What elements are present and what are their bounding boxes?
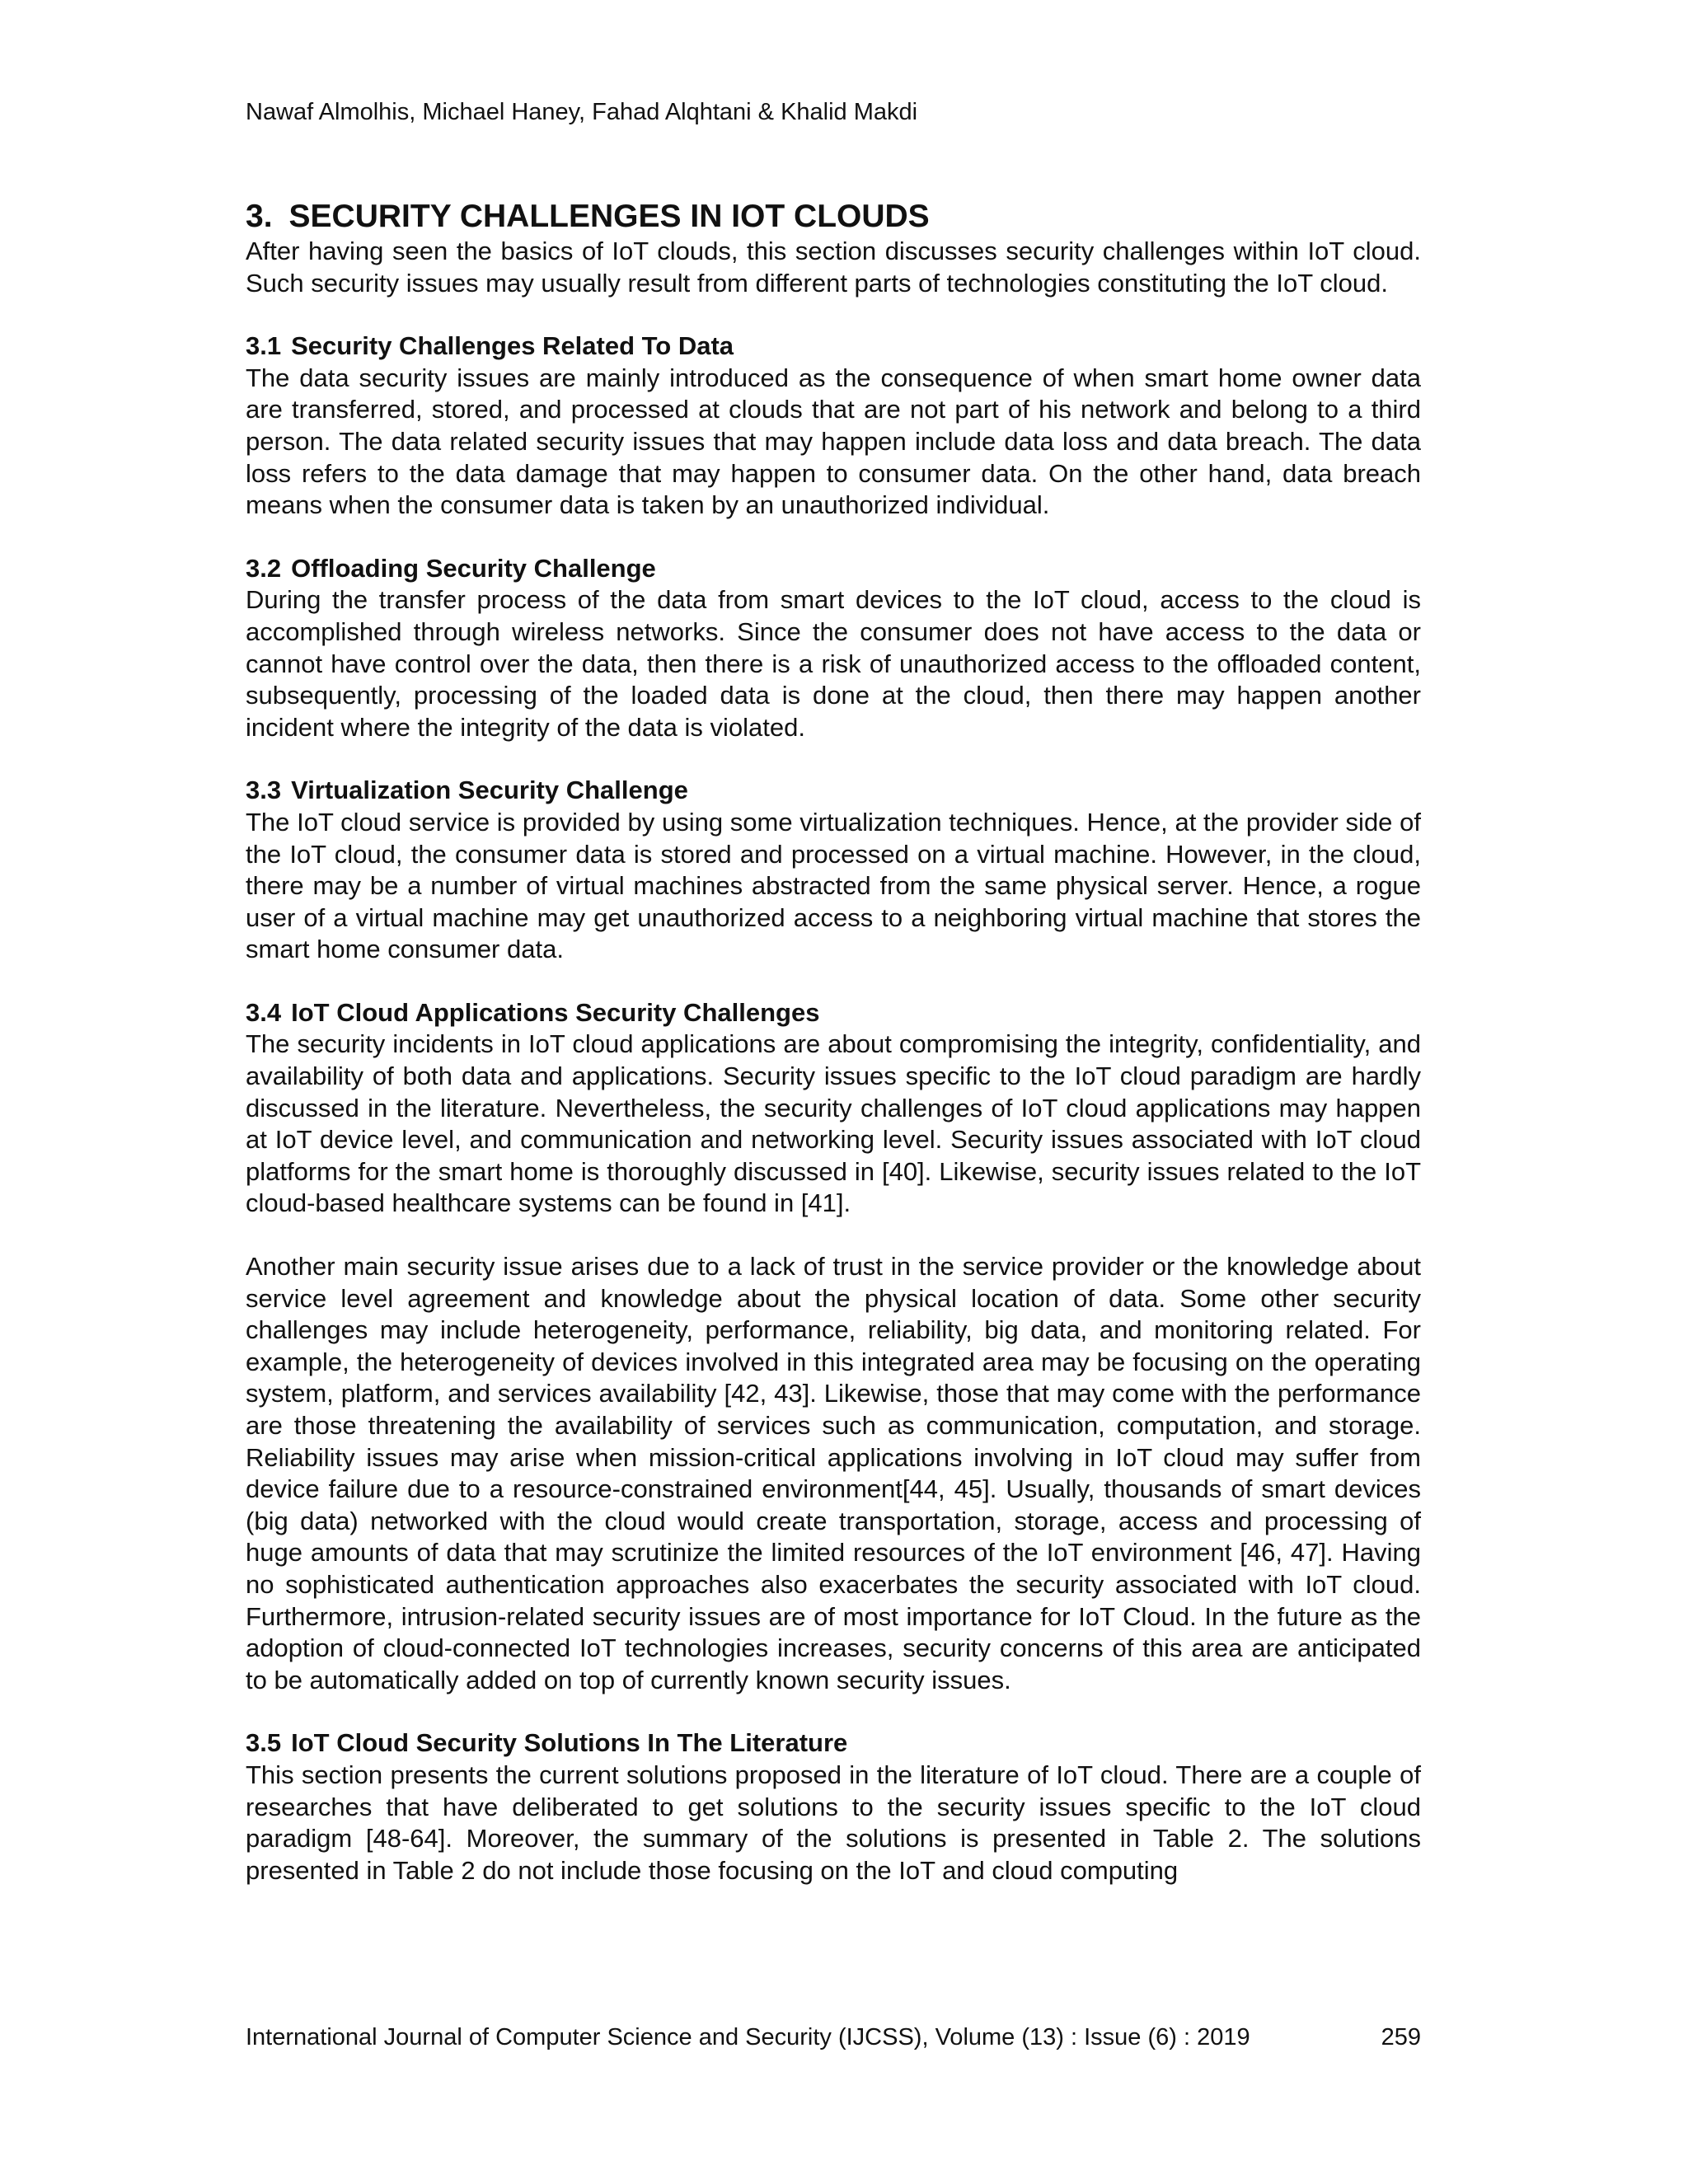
subsection-heading-3-2 xyxy=(246,553,1421,585)
subsection-heading-3-4 xyxy=(246,997,1421,1029)
section-title: SECURITY CHALLENGES IN IOT CLOUDS xyxy=(288,199,930,234)
running-head-authors: Nawaf Almolhis, Michael Haney, Fahad Alqhtani & Khalid Makdi xyxy=(246,99,918,125)
subsection-number: 3.4 xyxy=(246,997,282,1027)
subsection-heading-3-1 xyxy=(246,330,1421,363)
section-heading xyxy=(246,198,1421,236)
subsection-heading-3-5 xyxy=(246,1727,1421,1760)
subsection-title: Offloading Security Challenge xyxy=(291,553,656,583)
section-intro-paragraph: After having seen the basics of IoT clouds, this section discusses security challenges within IoT cloud. Such security issues may usually result from different parts of technologies constituting the IoT cloud. xyxy=(246,237,1421,298)
subsection-number: 3.1 xyxy=(246,331,282,361)
subsection-title: Virtualization Security Challenge xyxy=(291,776,688,805)
article-body xyxy=(246,198,1421,1886)
subsection-number: 3.5 xyxy=(246,1728,282,1758)
paragraph: This section presents the current solutions proposed in the literature of IoT cloud. There are a couple of researches that have deliberated to get solutions to the security issues specific to the IoT cloud paradigm [48-64]. Moreover, the summary of the solutions is presented in Table 2. The solutions presented in Table 2 do not include those focusing on the IoT and cloud computing xyxy=(246,1760,1421,1885)
subsection-heading-3-3 xyxy=(246,775,1421,807)
paragraph: The IoT cloud service is provided by using some virtualization techniques. Hence, at the provider side of the IoT cloud, the consumer data is stored and processed on a virtual machine. However, in the cloud, there may be a number of virtual machines abstracted from the same physical server. Hence, a rogue user of a virtual machine may get unauthorized access to a neighboring virtual machine that stores the smart home consumer data. xyxy=(246,807,1421,964)
journal-citation: International Journal of Computer Science and Security (IJCSS), Volume (13) : Issue (6) : 2019 xyxy=(246,2024,1250,2050)
paragraph: The data security issues are mainly introduced as the consequence of when smart home owner data are transferred, stored, and processed at clouds that are not part of his network and belong to a third person. The data related security issues that may happen include data loss and data breach. The data loss refers to the data damage that may happen to consumer data. On the other hand, data breach means when the consumer data is taken by an unauthorized individual. xyxy=(246,363,1421,520)
subsection-title: Security Challenges Related To Data xyxy=(291,331,734,361)
subsection-title: IoT Cloud Applications Security Challenges xyxy=(291,997,820,1027)
subsection-number: 3.2 xyxy=(246,553,282,583)
subsection-number: 3.3 xyxy=(246,776,282,805)
page-number: 259 xyxy=(1381,2024,1421,2050)
paragraph: The security incidents in IoT cloud applications are about compromising the integrity, confidentiality, and availability of both data and applications. Security issues specific to the IoT cloud paradigm are hardly discussed in the literature. Nevertheless, the security challenges of IoT cloud applications may happen at IoT device level, and communication and networking level. Security issues associated with IoT cloud platforms for the smart home is thoroughly discussed in [40]. Likewise, security issues related to the IoT cloud-based healthcare systems can be found in [41]. xyxy=(246,1029,1421,1218)
paragraph: Another main security issue arises due to a lack of trust in the service provider or the knowledge about service level agreement and knowledge about the physical location of data. Some other security challenges may include heterogeneity, performance, reliability, big data, and monitoring related. For example, the heterogeneity of devices involved in this integrated area may be focusing on the operating system, platform, and services availability [42, 43]. Likewise, those that may come with the performance are those threatening the availability of services such as communication, computation, and storage. Reliability issues may arise when mission-critical applications involving in IoT cloud may suffer from device failure due to a resource-constrained environment[44, 45]. Usually, thousands of smart devices (big data) networked with the cloud would create transportation, storage, access and processing of huge amounts of data that may scrutinize the limited resources of the IoT environment [46, 47]. Having no sophisticated authentication approaches also exacerbates the security associated with IoT cloud. Furthermore, intrusion-related security issues are of most importance for IoT Cloud. In the future as the adoption of cloud-connected IoT technologies increases, security concerns of this area are anticipated to be automatically added on top of currently known security issues. xyxy=(246,1252,1421,1694)
page-footer xyxy=(246,2022,1421,2052)
section-number: 3. xyxy=(246,199,273,234)
paragraph: During the transfer process of the data from smart devices to the IoT cloud, access to the cloud is accomplished through wireless networks. Since the consumer does not have access to the data or cannot have control over the data, then there is a risk of unauthorized access to the offloaded content, subsequently, processing of the loaded data is done at the cloud, then there may happen another incident where the integrity of the data is violated. xyxy=(246,585,1421,742)
subsection-title: IoT Cloud Security Solutions In The Literature xyxy=(291,1728,848,1758)
